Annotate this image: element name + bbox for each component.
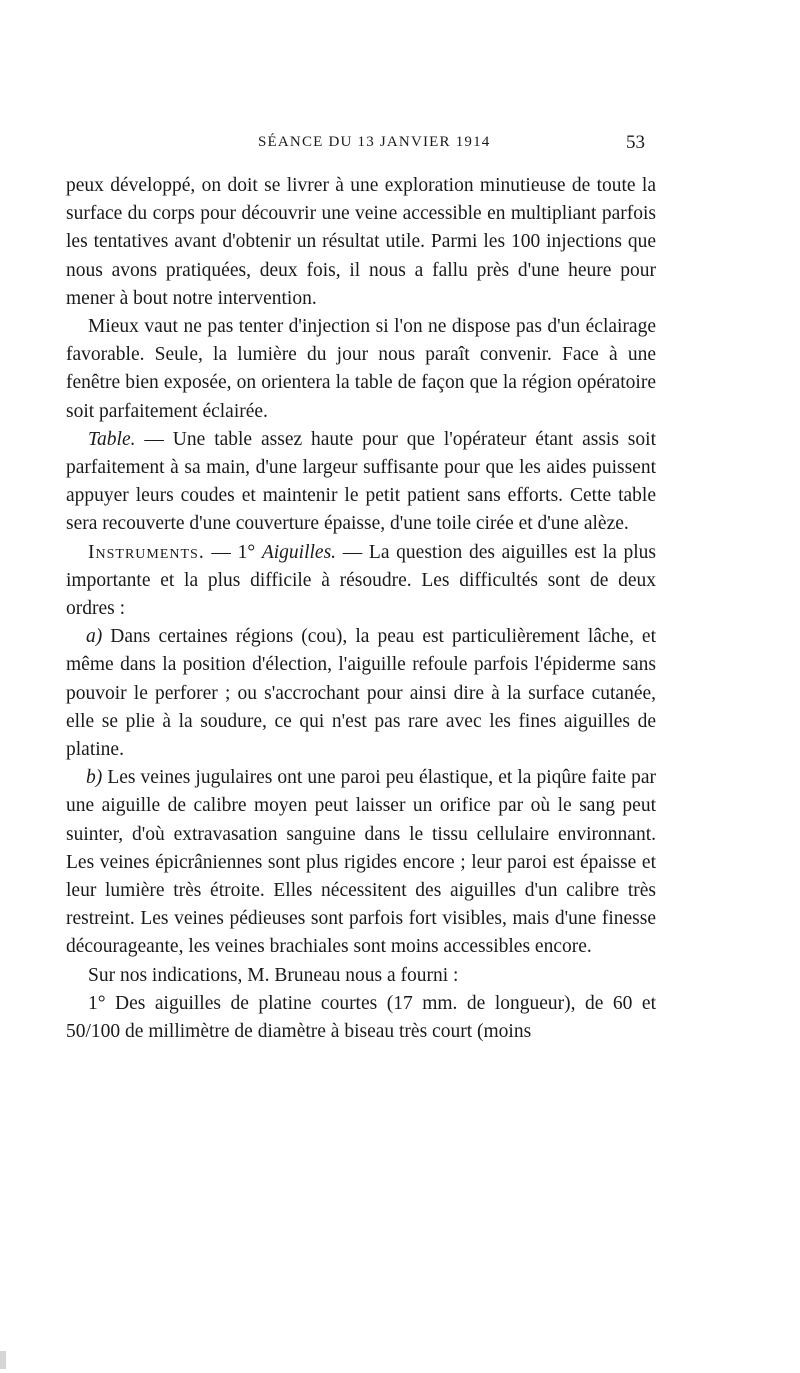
page-number: 53 bbox=[626, 132, 645, 153]
item-marker-a: a) bbox=[86, 626, 103, 648]
page-header bbox=[0, 132, 800, 158]
paragraph-lighting bbox=[66, 313, 656, 426]
run-in-heading-needles: Aiguilles. bbox=[261, 541, 337, 563]
paragraph-supplier bbox=[66, 962, 656, 990]
paragraph-text: Dans certaines régions (cou), la peau est particulièrement lâche, et même dans la position d'élection, l'aiguille refoule parfois l'épiderme sans pouvoir le perforer ; ou s'accrochant pour ainsi dire à la surface cutanée, elle se plie à la soudure, ce qui n'est pas rare avec les fines aiguilles de platine. bbox=[66, 626, 656, 761]
paragraph-table bbox=[66, 426, 656, 539]
item-marker-b: b) bbox=[86, 767, 103, 789]
scan-edge-mark bbox=[0, 1351, 6, 1369]
paragraph-platinum-needles bbox=[66, 990, 656, 1046]
paragraph-instruments bbox=[66, 539, 656, 624]
paragraph-item-b bbox=[66, 764, 656, 961]
paragraph-continuation bbox=[66, 172, 656, 313]
section-heading-instruments: Instruments. bbox=[88, 541, 205, 563]
paragraph-text: Mieux vaut ne pas tenter d'injection si l'on ne dispose pas d'un éclairage favorable. Seule, la lumière du jour nous paraît convenir. Face à une fenêtre bien exposée, on orientera la table de façon que la région opératoire soit parfaitement éclairée. bbox=[66, 316, 656, 422]
paragraph-text: Les veines jugulaires ont une paroi peu élastique, et la piqûre faite par une aiguille de calibre moyen peut laisser un orifice par où le sang peut suinter, d'où extravasation sanguine dans le tissu cellulaire environnant. Les veines épicrâniennes sont plus rigides encore ; leur paroi est épaisse et leur lumière très étroite. Elles nécessitent des aiguilles d'un calibre très restreint. Les veines pédieuses sont parfois fort visibles, mais d'une finesse décourageante, les veines brachiales sont moins accessibles encore. bbox=[66, 767, 656, 958]
paragraph-item-a bbox=[66, 623, 656, 764]
paragraph-text: peux développé, on doit se livrer à une exploration minutieuse de toute la surface du corps pour découvrir une veine accessible en multipliant parfois les tentatives avant d'obtenir un résultat utile. Parmi les 100 injections que nous avons pratiquées, deux fois, il nous a fallu près d'une heure pour mener à bout notre intervention. bbox=[66, 175, 656, 309]
enumeration-marker: — 1° bbox=[204, 541, 262, 563]
paragraph-text: — La question des aiguilles est la plus importante et la plus difficile à résoudre. Les difficultés sont de deux ordres : bbox=[66, 541, 656, 620]
run-in-heading-table: Table. bbox=[88, 428, 136, 450]
paragraph-text: 1° Des aiguilles de platine courtes (17 mm. de longueur), de 60 et 50/100 de millimètre de diamètre à biseau très court (moins bbox=[66, 992, 656, 1043]
running-head: SÉANCE DU 13 JANVIER 1914 bbox=[258, 134, 491, 150]
paragraph-text: — Une table assez haute pour que l'opérateur étant assis soit parfaitement à sa main, d'une largeur suffisante pour que les aides puissent appuyer leurs coudes et maintenir le petit patient sans efforts. Cette table sera recouverte d'une couverture épaisse, d'une toile cirée et d'une alèze. bbox=[66, 428, 656, 535]
paragraph-text: Sur nos indications, M. Bruneau nous a fourni : bbox=[88, 964, 459, 986]
body-text bbox=[66, 172, 656, 1046]
